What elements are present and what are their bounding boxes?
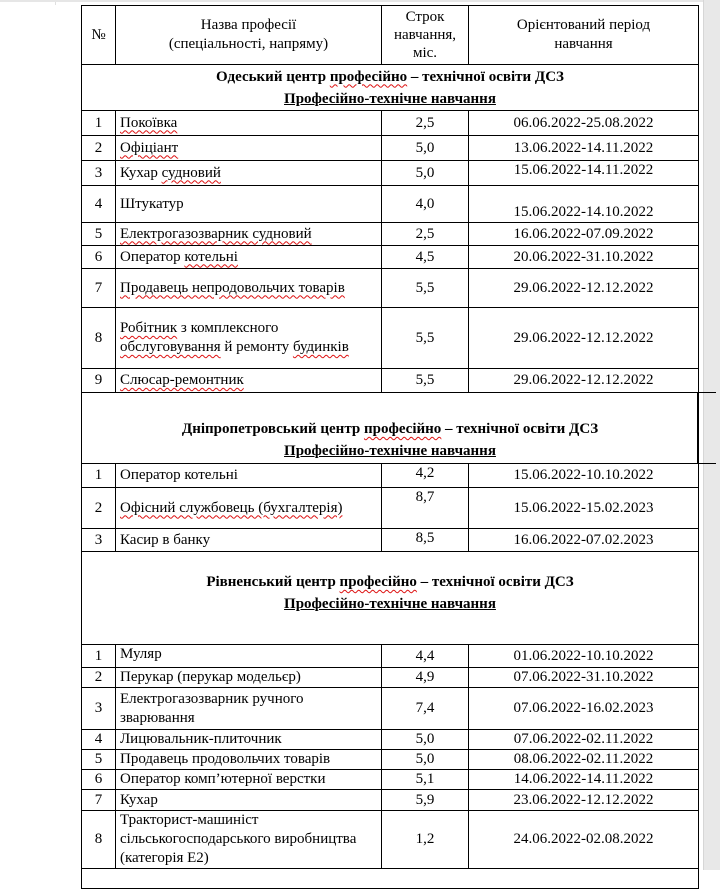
row-period: 29.06.2022-12.12.2022 [469, 308, 699, 369]
row-name: Муляр [116, 645, 382, 668]
row-name: Кухар судновий [116, 161, 382, 186]
row-num: 6 [82, 246, 116, 269]
section-subtitle: Професійно-технічне навчання [284, 596, 496, 612]
table-row [82, 269, 699, 308]
table-row [82, 730, 699, 750]
row-duration: 5,5 [382, 308, 469, 369]
row-duration: 8,7 [382, 488, 469, 529]
row-duration: 4,5 [382, 246, 469, 269]
row-name: Офісний службовець (бухгалтерія) [116, 488, 382, 529]
row-num: 5 [82, 223, 116, 246]
row-name: Робітник з комплексного обслуговування й ремонту будинків [116, 308, 382, 369]
header-period-line1: Орієнтований період [516, 17, 651, 33]
section-header-rivne [82, 552, 699, 645]
table-row [82, 136, 699, 161]
row-num: 7 [82, 269, 116, 308]
row-period: 01.06.2022-10.10.2022 [469, 645, 699, 668]
table-row [82, 645, 699, 668]
row-duration: 8,5 [382, 529, 469, 552]
row-num: 2 [82, 488, 116, 529]
table-row [82, 246, 699, 269]
page-top-edge [0, 0, 703, 2]
section-subtitle: Професійно-технічне навчання [284, 90, 496, 107]
row-name: Оператор комп’ютерної верстки [116, 770, 382, 790]
header-name-line2: (спеціальності, напряму) [168, 36, 329, 52]
header-name [116, 6, 382, 65]
row-period: 06.06.2022-25.08.2022 [469, 111, 699, 136]
row-duration: 5,0 [382, 136, 469, 161]
table-row [82, 488, 699, 529]
row-duration: 5,0 [382, 730, 469, 750]
table-row [82, 111, 699, 136]
row-num: 3 [82, 529, 116, 552]
row-name: Оператор котельні [116, 464, 382, 488]
row-period: 07.06.2022-02.11.2022 [469, 730, 699, 750]
row-duration: 2,5 [382, 111, 469, 136]
row-period: 08.06.2022-02.11.2022 [469, 750, 699, 770]
row-duration: 7,4 [382, 688, 469, 730]
row-num: 1 [82, 645, 116, 668]
header-period [469, 6, 699, 65]
row-num: 6 [82, 770, 116, 790]
row-period: 24.06.2022-02.08.2022 [469, 811, 699, 869]
training-schedule-table [81, 5, 699, 889]
row-period: 14.06.2022-14.11.2022 [469, 770, 699, 790]
row-name: Продавець непродовольчих товарів [116, 269, 382, 308]
row-num: 1 [82, 111, 116, 136]
row-name: Оператор котельні [116, 246, 382, 269]
row-num: 2 [82, 136, 116, 161]
row-duration: 1,2 [382, 811, 469, 869]
row-name: Електрогазозварник ручного зварювання [116, 688, 382, 730]
table-row [82, 223, 699, 246]
row-period: 15.06.2022-10.10.2022 [469, 464, 699, 488]
row-name: Кухар [116, 790, 382, 811]
row-duration: 5,1 [382, 770, 469, 790]
row-duration: 5,9 [382, 790, 469, 811]
table-row [82, 688, 699, 730]
row-name: Слюсар-ремонтник [116, 369, 382, 393]
row-duration: 4,0 [382, 186, 469, 223]
row-period: 07.06.2022-31.10.2022 [469, 668, 699, 688]
header-duration [382, 6, 469, 65]
table-row [82, 770, 699, 790]
header-duration-line1: Строк [405, 9, 445, 25]
row-period: 15.06.2022-15.02.2023 [469, 488, 699, 529]
row-period: 15.06.2022-14.10.2022 [469, 186, 699, 223]
row-period: 29.06.2022-12.12.2022 [469, 369, 699, 393]
row-period: 15.06.2022-14.11.2022 [469, 161, 699, 186]
table-row [82, 161, 699, 186]
scroll-gutter[interactable] [703, 0, 720, 870]
row-period: 16.06.2022-07.02.2023 [469, 529, 699, 552]
row-name: Перукар (перукар модельєр) [116, 668, 382, 688]
stray-border-line [697, 392, 716, 393]
section-title: Рівненський центр професійно – технічної освіти ДСЗ [206, 574, 574, 590]
section-subtitle: Професійно-технічне навчання [284, 443, 496, 459]
header-duration-line3: міс. [412, 45, 438, 61]
row-duration: 4,9 [382, 668, 469, 688]
row-num: 5 [82, 750, 116, 770]
row-name: Лицювальник-плиточник [116, 730, 382, 750]
row-num: 4 [82, 730, 116, 750]
row-period: 29.06.2022-12.12.2022 [469, 269, 699, 308]
row-period: 20.06.2022-31.10.2022 [469, 246, 699, 269]
row-num: 2 [82, 668, 116, 688]
row-duration: 4,2 [382, 464, 469, 488]
header-duration-line2: навчання, [393, 27, 457, 43]
row-name: Електрогазозварник судновий [116, 223, 382, 246]
row-duration: 5,0 [382, 750, 469, 770]
row-name: Штукатур [116, 186, 382, 223]
table-row [82, 529, 699, 552]
row-num: 1 [82, 464, 116, 488]
header-num: № [82, 6, 116, 65]
section-header-odesa [82, 65, 699, 111]
table-row [82, 308, 699, 369]
table-row [82, 369, 699, 393]
row-name: Тракторист-машиніст сільськогосподарського виробництва (категорія Е2) [116, 811, 382, 869]
table-row [82, 668, 699, 688]
row-num: 7 [82, 790, 116, 811]
row-period: 07.06.2022-16.02.2023 [469, 688, 699, 730]
table-row [82, 464, 699, 488]
header-period-line2: навчання [554, 36, 613, 52]
section-title: Одеський центр професійно – технічної освіти ДСЗ [216, 68, 564, 85]
row-num: 3 [82, 161, 116, 186]
table-row [82, 750, 699, 770]
row-num: 4 [82, 186, 116, 223]
row-name: Покоївка [116, 111, 382, 136]
table-row [82, 811, 699, 869]
header-row [82, 6, 699, 65]
row-name: Продавець продовольчих товарів [116, 750, 382, 770]
row-num: 9 [82, 369, 116, 393]
ruler-tick [55, 2, 56, 5]
row-num: 8 [82, 308, 116, 369]
row-period: 13.06.2022-14.11.2022 [469, 136, 699, 161]
header-name-line1: Назва професії [200, 17, 297, 33]
table-row [82, 186, 699, 223]
row-period: 16.06.2022-07.09.2022 [469, 223, 699, 246]
row-name: Касир в банку [116, 529, 382, 552]
row-duration: 5,5 [382, 369, 469, 393]
row-duration: 5,0 [382, 161, 469, 186]
section-title: Дніпропетровський центр професійно – технічної освіти ДСЗ [181, 421, 599, 437]
table-row-continuation [82, 869, 699, 889]
row-name: Офіціант [116, 136, 382, 161]
row-num: 8 [82, 811, 116, 869]
row-num: 3 [82, 688, 116, 730]
stray-border-line [697, 463, 716, 464]
table-row [82, 790, 699, 811]
row-duration: 4,4 [382, 645, 469, 668]
row-duration: 2,5 [382, 223, 469, 246]
section-header-dnipro [82, 393, 699, 464]
row-duration: 5,5 [382, 269, 469, 308]
row-period: 23.06.2022-12.12.2022 [469, 790, 699, 811]
